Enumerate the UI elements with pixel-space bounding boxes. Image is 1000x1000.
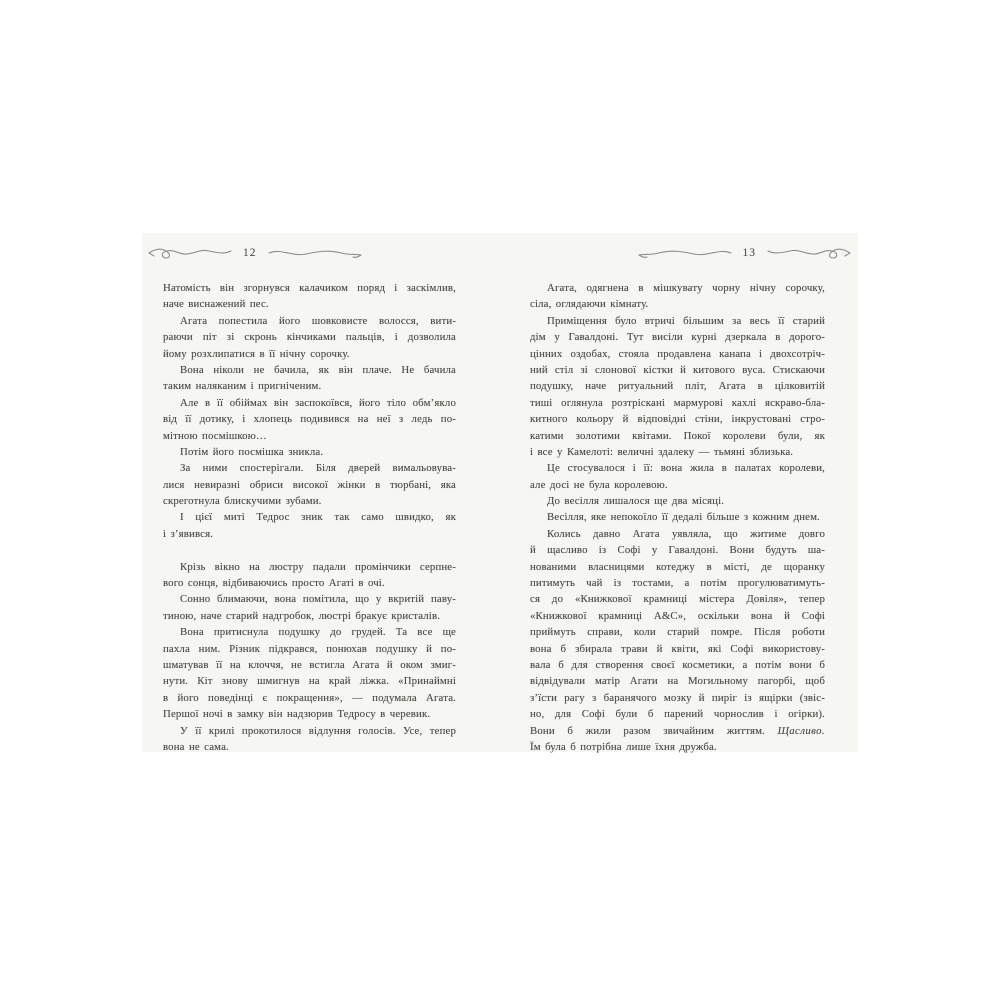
emphasized-word: Щасливо. bbox=[777, 724, 825, 737]
text-line: шматував її на клоччя, не встигла Агата й оком змиг- bbox=[163, 658, 456, 671]
curl-flourish-icon bbox=[147, 245, 233, 261]
text-line: Колись давно Агата уявляла, що житиме довго bbox=[547, 527, 825, 540]
text-line: цінних оздобах, стояла продавлена канапа і двохсотріч- bbox=[530, 347, 825, 360]
text-line: раючи піт зі скронь кінчиками пальців, і дозволила bbox=[163, 331, 456, 344]
wave-flourish-icon bbox=[267, 245, 363, 261]
text-line: подушку, наче ритуальний пліт, Агата в цілковитій bbox=[530, 380, 825, 393]
book-spread bbox=[142, 233, 858, 752]
text-line: в його поведінці є покращення», — подумала Агата. bbox=[163, 691, 456, 704]
text-line: але досі не була королевою. bbox=[530, 478, 668, 491]
text-line: ся до «Книжкової крамниці містера Довіля», тепер bbox=[530, 593, 825, 606]
text-line: і з’явився. bbox=[163, 527, 214, 540]
text-line: Їм була б потрібна лише їхня дружба. bbox=[530, 740, 717, 753]
text-line: І цієї миті Тедрос зник так само швидко, як bbox=[180, 511, 456, 524]
text-line: мітною посмішкою… bbox=[163, 429, 267, 442]
text-line: і все у Камелоті: величні здалеку — тьмяні зблизька. bbox=[530, 445, 794, 458]
text-line: катими золотими квітами. Покої королеви були, як bbox=[530, 429, 825, 442]
text-line: До весілля лишалося ще два місяці. bbox=[547, 495, 725, 508]
text-line: Сонно блимаючи, вона помітила, що у вкритій паву- bbox=[180, 593, 456, 606]
text-line: Агата, одягнена в мішкувату чорну нічну сорочку, bbox=[547, 282, 825, 294]
text-line: Приміщення було втричі більшим за весь її старий bbox=[547, 314, 825, 327]
page-left bbox=[142, 233, 500, 752]
text-line: нути. Кіт знову шмигнув на край ліжка. «Принаймні bbox=[163, 675, 456, 688]
text-line: наче виснажений пес. bbox=[163, 298, 269, 311]
text-line: вого сонця, відбиваючись просто Агаті в очі. bbox=[163, 577, 385, 590]
text-line: Потім його посмішка зникла. bbox=[180, 445, 324, 458]
page-right bbox=[500, 233, 858, 752]
text-line: від її дотику, і хлопець подивився на неї з ледь по- bbox=[163, 413, 456, 426]
page-number: 12 bbox=[243, 247, 257, 259]
text-line: но, для Софі були б парений чорнослив і огірки). bbox=[530, 708, 825, 721]
text-line: У її крилі прокотилося відлуння голосів. Усе, тепер bbox=[180, 724, 456, 737]
text-line: приймуть справи, коли старий помре. Після роботи bbox=[530, 626, 825, 639]
text-line: За ними спостерігали. Біля дверей вимальовува- bbox=[180, 462, 456, 475]
text-line: з’їсти рагу з баранячого мозку й пиріг із ящірки (звіс- bbox=[530, 691, 825, 704]
text-line: вона б збирала трави й квіти, які Софі використову- bbox=[530, 642, 825, 655]
text-line: Вона ніколи не бачила, як він плаче. Не бачила bbox=[180, 363, 456, 376]
text-line: сіла, оглядаючи кімнату. bbox=[530, 298, 649, 311]
curl-flourish-icon bbox=[766, 245, 852, 261]
text-line: лися невиразні обриси високої жінки в тюрбані, яка bbox=[163, 478, 456, 491]
text-column-left bbox=[163, 280, 456, 755]
text-line: Агата попестила його шовковисте волосся, вити- bbox=[180, 314, 456, 327]
text-line: й щасливо із Софі у Гавалдоні. Вони будуть ша- bbox=[530, 544, 825, 557]
text-line: пахла ним. Різник підкрався, понюхав подушку й по- bbox=[163, 642, 456, 655]
text-line: вала б для створення своєї косметики, а потім вони б bbox=[530, 658, 825, 671]
text-line: вона не сама. bbox=[163, 740, 229, 753]
text-column-right bbox=[530, 280, 825, 755]
wave-flourish-icon bbox=[637, 245, 733, 261]
text-line: «Книжкової крамниці A&C», оскільки вона й Софі bbox=[530, 609, 825, 622]
text-line: тиною, наче старий надгробок, люстрі бракує кристалів. bbox=[163, 609, 441, 622]
text-line: Вона притиснула подушку до грудей. Та все ще bbox=[180, 626, 456, 639]
text-line: Вони б жили разом звичайним життям. Щасливо. bbox=[530, 724, 825, 737]
text-line: скреготнула блискучими зубами. bbox=[163, 495, 322, 508]
text-line: Натомість він згорнувся калачиком поряд і заскімлив, bbox=[163, 282, 456, 294]
text-line: йому розхлипатися в її нічну сорочку. bbox=[163, 347, 350, 360]
text-line: тиші оглянула розтріскані мармурові кахлі яскраво-бла- bbox=[530, 396, 825, 409]
text-line: Весілля, яке непокоїло її дедалі більше з кожним днем. bbox=[547, 511, 820, 524]
text-line: таким наляканим і пригніченим. bbox=[163, 380, 322, 393]
text-line: Але в її обіймах він заспокоївся, його тіло обм’якло bbox=[180, 396, 456, 409]
text-line: питимуть чай із тостами, а потім прогулюватимуть- bbox=[530, 577, 825, 590]
text-line: Крізь вікно на люстру падали промінчики серпне- bbox=[180, 560, 456, 573]
text-line: дім у Гавалдоні. Тут висіли курні дзеркала в дорого- bbox=[530, 331, 825, 344]
text-line: Це стосувалося і її: вона жила в палатах королеви, bbox=[547, 462, 825, 475]
page-header-left bbox=[147, 245, 363, 261]
text-line: ний стіл зі слонової кістки й китового вуса. Стискаючи bbox=[530, 363, 825, 376]
page-number: 13 bbox=[742, 247, 756, 259]
text-line: Першої ночі в замку він надзюрив Тедросу в черевик. bbox=[163, 708, 431, 721]
text-line: китного кольору й відповідні стіни, інкрустовані стро- bbox=[530, 413, 825, 426]
page-header-right bbox=[637, 245, 853, 261]
text-line: відвідували матір Агати на Могильному пагорбі, щоб bbox=[530, 675, 825, 688]
text-line: нованими власницями котеджу в місті, де щоранку bbox=[530, 560, 825, 573]
